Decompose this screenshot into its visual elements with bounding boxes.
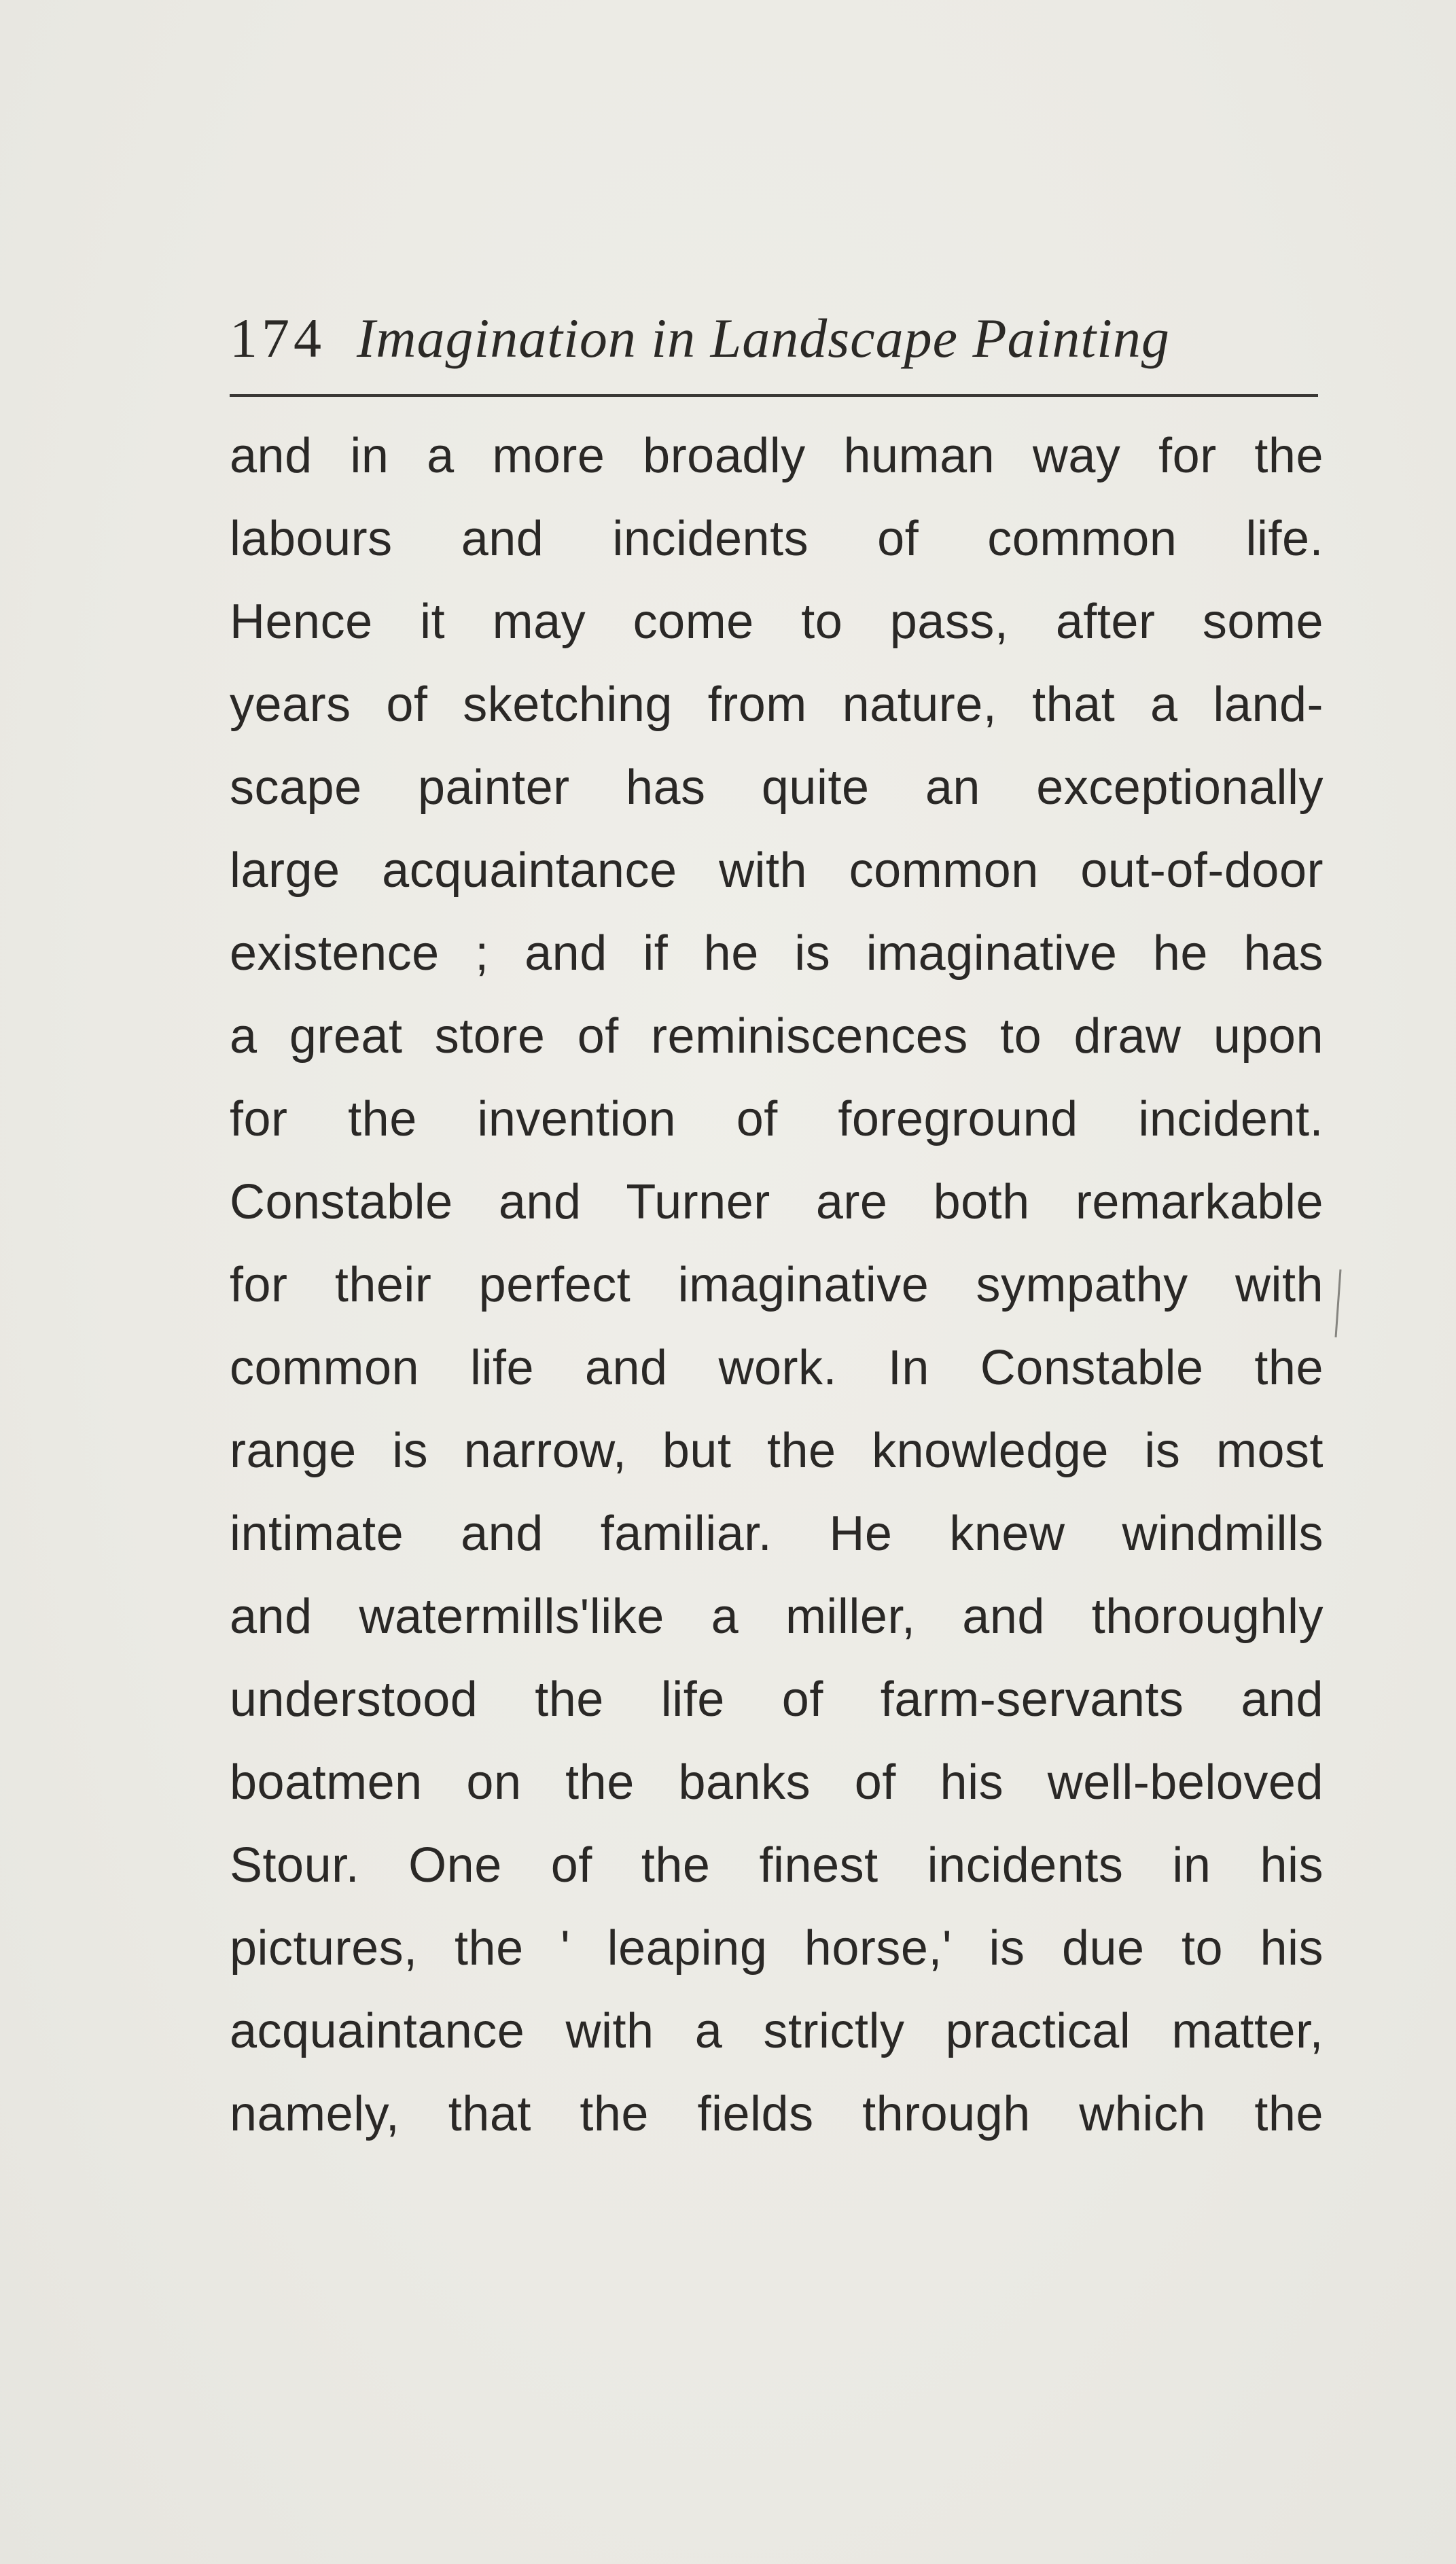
text-line: large acquaintance with common out-of-door	[230, 843, 1324, 898]
text-line: intimate and familiar. He knew windmills	[230, 1507, 1324, 1561]
running-head	[230, 304, 1317, 372]
body-text	[230, 415, 1324, 2156]
text-line: for their perfect imaginative sympathy with	[230, 1258, 1324, 1312]
text-line: existence ; and if he is imaginative he has	[230, 926, 1324, 981]
text-line: Stour. One of the finest incidents in his	[230, 1838, 1324, 1893]
text-line: and watermills'like a miller, and thoroughly	[230, 1590, 1324, 1644]
book-title: Imagination in Landscape Painting	[357, 307, 1170, 369]
text-line: namely, that the fields through which the	[230, 2087, 1324, 2141]
text-line: pictures, the ' leaping horse,' is due to his	[230, 1921, 1324, 1975]
text-line: years of sketching from nature, that a land-	[230, 678, 1324, 732]
text-line: labours and incidents of common life.	[230, 512, 1324, 566]
text-line: for the invention of foreground incident.	[230, 1092, 1324, 1146]
text-line: and in a more broadly human way for the	[230, 429, 1324, 483]
text-line: range is narrow, but the knowledge is most	[230, 1424, 1324, 1478]
text-line: boatmen on the banks of his well-beloved	[230, 1755, 1324, 1810]
text-line: acquaintance with a strictly practical matter,	[230, 2004, 1324, 2058]
text-line: understood the life of farm-servants and	[230, 1672, 1324, 1727]
header-rule	[230, 394, 1318, 397]
text-line: common life and work. In Constable the	[230, 1341, 1324, 1395]
text-line: scape painter has quite an exceptionally	[230, 760, 1324, 815]
page-number: 174	[230, 307, 325, 369]
text-line: a great store of reminiscences to draw upon	[230, 1009, 1324, 1064]
text-line: Hence it may come to pass, after some	[230, 595, 1324, 649]
margin-pencil-mark	[1335, 1269, 1342, 1337]
text-line: Constable and Turner are both remarkable	[230, 1175, 1324, 1229]
